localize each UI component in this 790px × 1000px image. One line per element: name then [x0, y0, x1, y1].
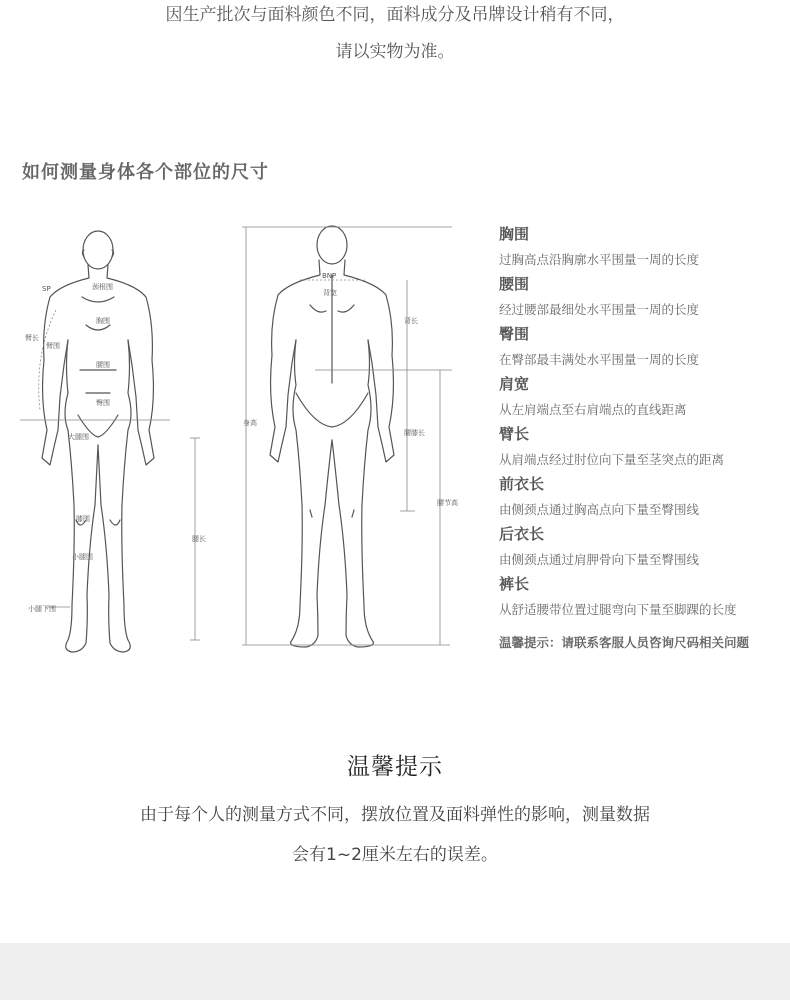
notice-line-1: 因生产批次与面料颜色不同，面料成分及吊牌设计稍有不同， — [165, 5, 625, 25]
front-body-figure — [42, 231, 154, 652]
body-measurement-figure — [20, 215, 490, 660]
definition-item — [499, 473, 789, 523]
label-waist-to-knee: 腰膝长 — [404, 429, 425, 437]
label-thigh: 大腿围 — [68, 433, 89, 441]
definition-desc: 从肩端点经过肘位向下量至茎突点的距离 — [499, 452, 725, 467]
label-inseam: 腿长 — [192, 535, 206, 543]
definition-term: 腰围 — [499, 275, 530, 293]
definition-item — [499, 223, 789, 273]
label-back-width: 背宽 — [323, 289, 337, 297]
tips-line-1: 由于每个人的测量方式不同，摆放位置及面料弹性的影响，测量数据 — [140, 805, 650, 825]
definition-desc: 由侧颈点通过肩胛骨向下量至臀围线 — [499, 552, 700, 567]
definition-item — [499, 423, 789, 473]
label-hip: 臀围 — [96, 399, 110, 407]
definition-term: 胸围 — [499, 225, 530, 243]
definition-item — [499, 323, 789, 373]
definition-term: 后衣长 — [499, 525, 545, 543]
label-bust: 胸围 — [96, 317, 110, 325]
notice-line-2: 请以实物为准。 — [335, 42, 455, 62]
definition-desc: 从舒适腰带位置过腿弯向下量至脚踝的长度 — [499, 602, 737, 617]
definition-item — [499, 273, 789, 323]
label-ankle: 小腿下围 — [28, 605, 56, 613]
measurement-definitions — [499, 223, 789, 623]
label-sp: SP — [42, 285, 51, 293]
definition-item — [499, 523, 789, 573]
label-bnp: BNP — [322, 272, 337, 280]
label-calf: 小腿围 — [72, 553, 93, 561]
definition-desc: 经过腰部最细处水平围量一周的长度 — [499, 302, 700, 317]
label-arm-girth: 臂围 — [46, 342, 60, 350]
label-arm-length: 臂长 — [25, 334, 39, 342]
tips-title: 温馨提示 — [347, 754, 443, 780]
label-waist: 腰围 — [96, 361, 110, 369]
definition-term: 臀围 — [499, 325, 530, 343]
definition-desc: 从左肩端点至右肩端点的直线距离 — [499, 402, 687, 417]
label-knee: 膝围 — [76, 515, 90, 523]
definition-desc: 过胸高点沿胸廓水平围量一周的长度 — [499, 252, 700, 267]
definition-term: 裤长 — [499, 575, 530, 593]
label-back-length: 背长 — [404, 317, 418, 325]
size-consult-tip: 温馨提示：请联系客服人员咨询尺码相关问题 — [499, 635, 750, 650]
tips-line-2: 会有1~2厘米左右的误差。 — [292, 845, 498, 865]
definition-term: 前衣长 — [499, 475, 545, 493]
section-title: 如何测量身体各个部位的尺寸 — [22, 162, 269, 183]
definition-term: 臂长 — [499, 425, 530, 443]
label-height: 身高 — [243, 419, 257, 427]
footer-band — [0, 943, 790, 1000]
definition-desc: 由侧颈点通过胸高点向下量至臀围线 — [499, 502, 700, 517]
definition-desc: 在臀部最丰满处水平围量一周的长度 — [499, 352, 700, 367]
definition-item — [499, 373, 789, 423]
label-waist-height: 腰节高 — [437, 499, 458, 507]
body-measurement-diagram — [20, 215, 490, 660]
definition-term: 肩宽 — [499, 375, 530, 393]
definition-item — [499, 573, 789, 623]
label-neck: 颈根围 — [92, 283, 113, 291]
